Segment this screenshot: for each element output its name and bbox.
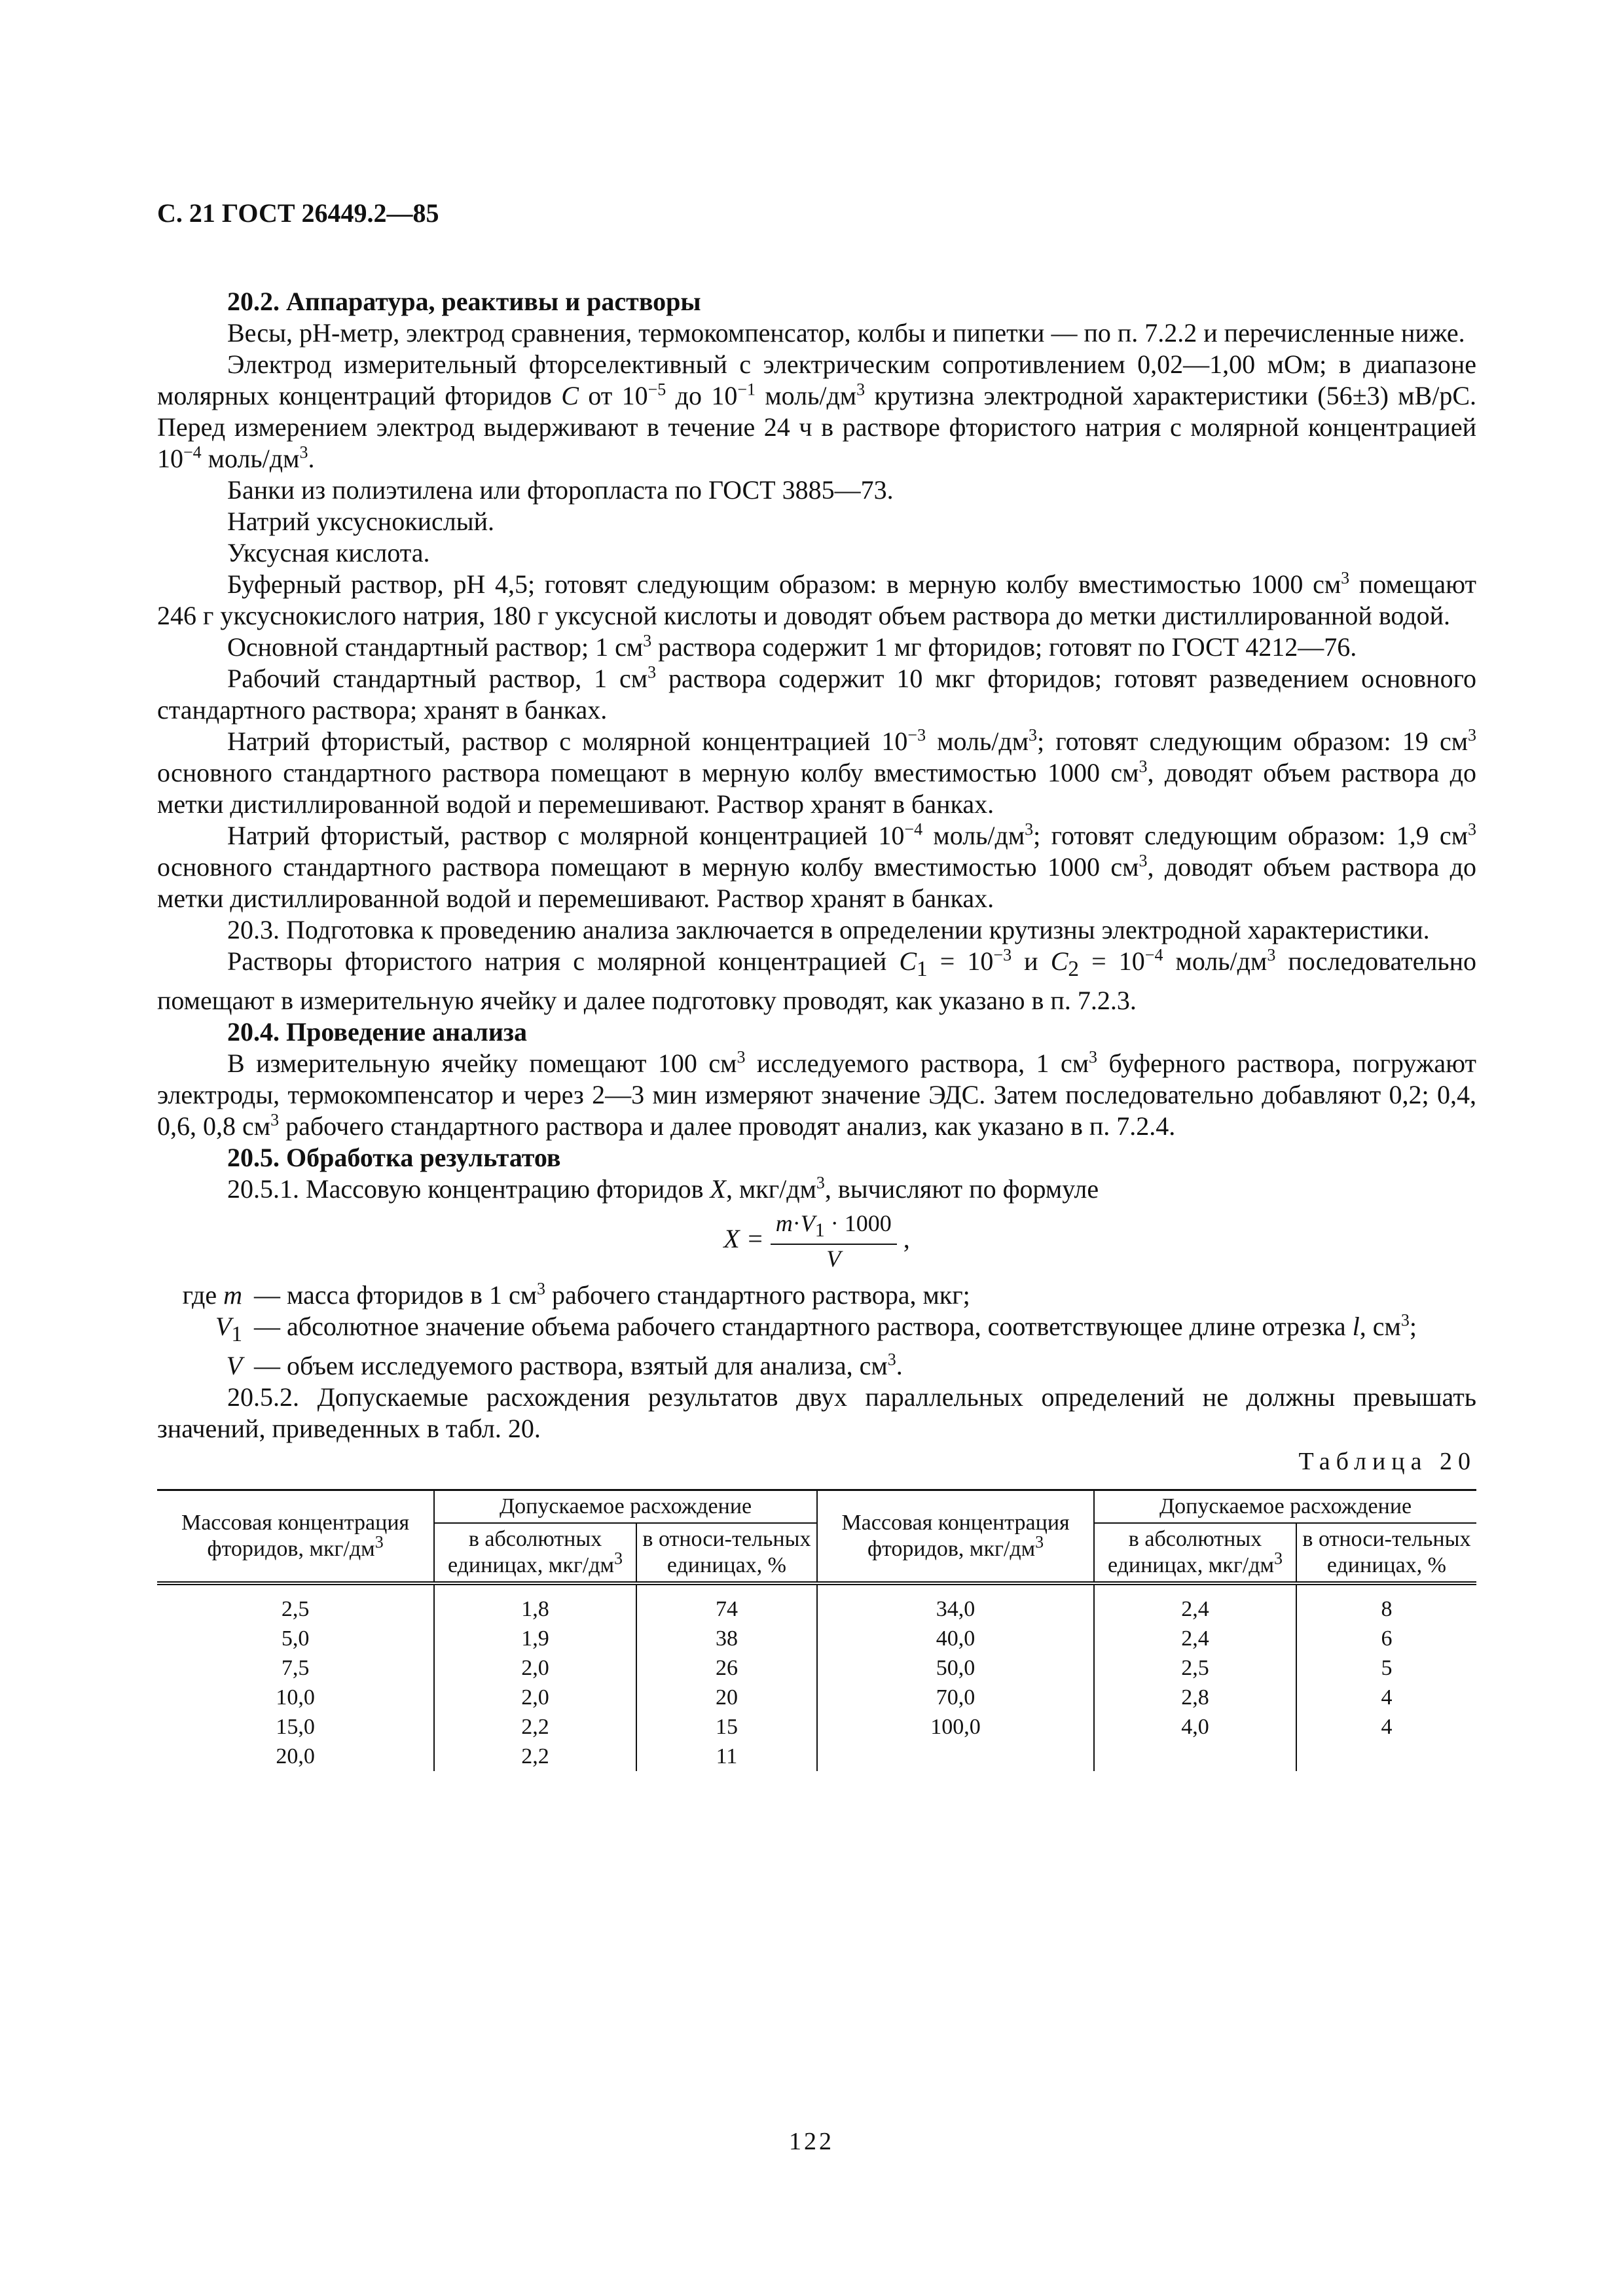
col-header-allowed: Допускаемое расхождение bbox=[434, 1490, 817, 1524]
paragraph: Электрод измерительный фторселективный с электрическим сопротивлением 0,02—1,00 мОм; в диапазоне молярных концентраций фторидов C от $10^{-5}$ до $10^{-1}$ моль/$дм^3$ крутизна электродной характеристики (56±3) мВ/рС. Перед измерением электрод выдерживают в течение 24 ч в растворе фтористого натрия с молярной концентрацией $10^{-4}$ моль/$дм^3$. bbox=[157, 350, 1477, 473]
table-row: 5,0 1,9 38 40,0 2,4 6 bbox=[157, 1624, 1476, 1653]
paragraph: В измерительную ячейку помещают 100 $см^3$ исследуемого раствора, 1 $см^3$ буферного раствора, погружают электроды, термокомпенсатор и через 2—3 мин измеряют значение ЭДС. Затем последовательно добавляют 0,2; 0,4, 0,6, 0,8 $см^3$ рабочего стандартного раствора и далее проводят анализ, как указано в п. 7.2.4. bbox=[157, 1047, 1477, 1141]
col-header-concentration: Массовая концентрация фторидов, мкг/$дм^3$ bbox=[157, 1490, 434, 1584]
col-header-absolute: в абсолютных единицах, мкг/$дм^3$ bbox=[434, 1523, 636, 1583]
definition-row: V — объем исследуемого раствора, взятый для анализа, $см^3$. bbox=[226, 1350, 903, 1380]
paragraph: Натрий фтористый, раствор с молярной концентрацией $10^{-4}$ моль/$дм^3$; готовят следующим образом: 1,9 $см^3$ основного стандартного раствора помещают в мерную колбу вместимостью 1000 $см^3$, доводят объем раствора до метки дистиллированной водой и перемешивают. Раствор хранят в банках. bbox=[157, 819, 1477, 913]
paragraph: Весы, рН-метр, электрод сравнения, термокомпенсатор, колбы и пипетки — по п. 7.2.2 и перечисленные ниже. bbox=[227, 318, 1465, 348]
formula-denominator: V bbox=[826, 1246, 841, 1272]
formula-fraction bbox=[771, 1210, 897, 1272]
paragraph: 20.5.2. Допускаемые расхождения результатов двух параллельных определений не должны превышать значений, приведенных в табл. 20. bbox=[157, 1382, 1476, 1443]
section-20-2-title: 20.2. Аппаратура, реактивы и растворы bbox=[227, 287, 701, 316]
col-header-relative: в относи-тельных единицах, % bbox=[1296, 1523, 1476, 1583]
paragraph: Банки из полиэтилена или фторопласта по ГОСТ 3885—73. bbox=[227, 475, 894, 505]
paragraph: Рабочий стандартный раствор, 1 $см^3$ раствора содержит 10 мкг фторидов; готовят разведением основного стандартного раствора; хранят в банках. bbox=[157, 662, 1476, 725]
table-caption: Таблица 20 bbox=[1298, 1448, 1476, 1475]
paragraph: Основной стандартный раствор; 1 $см^3$ раствора содержит 1 мг фторидов; готовят по ГОСТ 4212—76. bbox=[227, 631, 1357, 662]
formula-lhs: X = bbox=[723, 1223, 764, 1253]
table-row: 10,0 2,0 20 70,0 2,8 4 bbox=[157, 1683, 1476, 1712]
table-20 bbox=[157, 1489, 1476, 1771]
col-header-relative: в относи-тельных единицах, % bbox=[636, 1523, 817, 1583]
paragraph: Натрий уксуснокислый. bbox=[227, 507, 495, 536]
variable-definitions bbox=[157, 1280, 1476, 1382]
table-row: 20,0 2,2 11 bbox=[157, 1742, 1476, 1771]
definition-row: где m — масса фторидов в 1 $см^3$ рабочего стандартного раствора, мкг; bbox=[182, 1279, 970, 1310]
paragraph: Натрий фтористый, раствор с молярной концентрацией $10^{-3}$ моль/$дм^3$; готовят следующим образом: 19 $см^3$ основного стандартного раствора помещают в мерную колбу вместимостью 1000 $см^3$, доводят объем раствора до метки дистиллированной водой и перемешивают. Раствор хранят в банках. bbox=[157, 725, 1477, 819]
formula: X = $\frac{m\cdot V_1 \cdot 1000}{V}$ , bbox=[723, 1210, 910, 1272]
section-20-5-title: 20.5. Обработка результатов bbox=[227, 1143, 561, 1172]
document-page bbox=[157, 183, 1476, 1771]
page-header: С. 21 ГОСТ 26449.2—85 bbox=[157, 198, 439, 228]
section-20-4-title: 20.4. Проведение анализа bbox=[227, 1017, 527, 1047]
col-header-absolute: в абсолютных единицах, мкг/$дм^3$ bbox=[1094, 1523, 1296, 1583]
table-row: 2,5 1,8 74 34,0 2,4 8 bbox=[157, 1583, 1476, 1624]
definition-row: $V_1$ — абсолютное значение объема рабочего стандартного раствора, соответствующее длине отрезка l, $см^3$; bbox=[215, 1310, 1417, 1346]
page-number: 122 bbox=[789, 2128, 834, 2155]
col-header-concentration: Массовая концентрация фторидов, мкг/$дм^3$ bbox=[817, 1490, 1094, 1584]
table-row: 15,0 2,2 15 100,0 4,0 4 bbox=[157, 1712, 1476, 1742]
paragraph: Уксусная кислота. bbox=[227, 538, 430, 567]
paragraph: Растворы фтористого натрия с молярной концентрацией $C_1 = 10^{-3}$ и $C_2 = 10^{-4}$ моль/$дм^3$ последовательно помещают в измерительную ячейку и далее подготовку проводят, как указано в п. 7.2.3. bbox=[157, 945, 1477, 1015]
table-row: 7,5 2,0 26 50,0 2,5 5 bbox=[157, 1653, 1476, 1683]
formula-numerator: $m\cdot V_1 \cdot 1000$ bbox=[771, 1210, 897, 1245]
paragraph: 20.3. Подготовка к проведению анализа заключается в определении крутизны электродной характеристики. bbox=[227, 915, 1430, 944]
body-text bbox=[157, 286, 1476, 1205]
col-header-allowed: Допускаемое расхождение bbox=[1094, 1490, 1476, 1524]
paragraph: 20.5.1. Массовую концентрацию фторидов X, мкг/$дм^3$, вычисляют по формуле bbox=[227, 1173, 1099, 1204]
paragraph: Буферный раствор, рН 4,5; готовят следующим образом: в мерную колбу вместимостью 1000 $см^3$ помещают 246 г уксуснокислого натрия, 180 г уксусной кислоты и доводят объем раствора до метки дистиллированной водой. bbox=[157, 568, 1476, 630]
